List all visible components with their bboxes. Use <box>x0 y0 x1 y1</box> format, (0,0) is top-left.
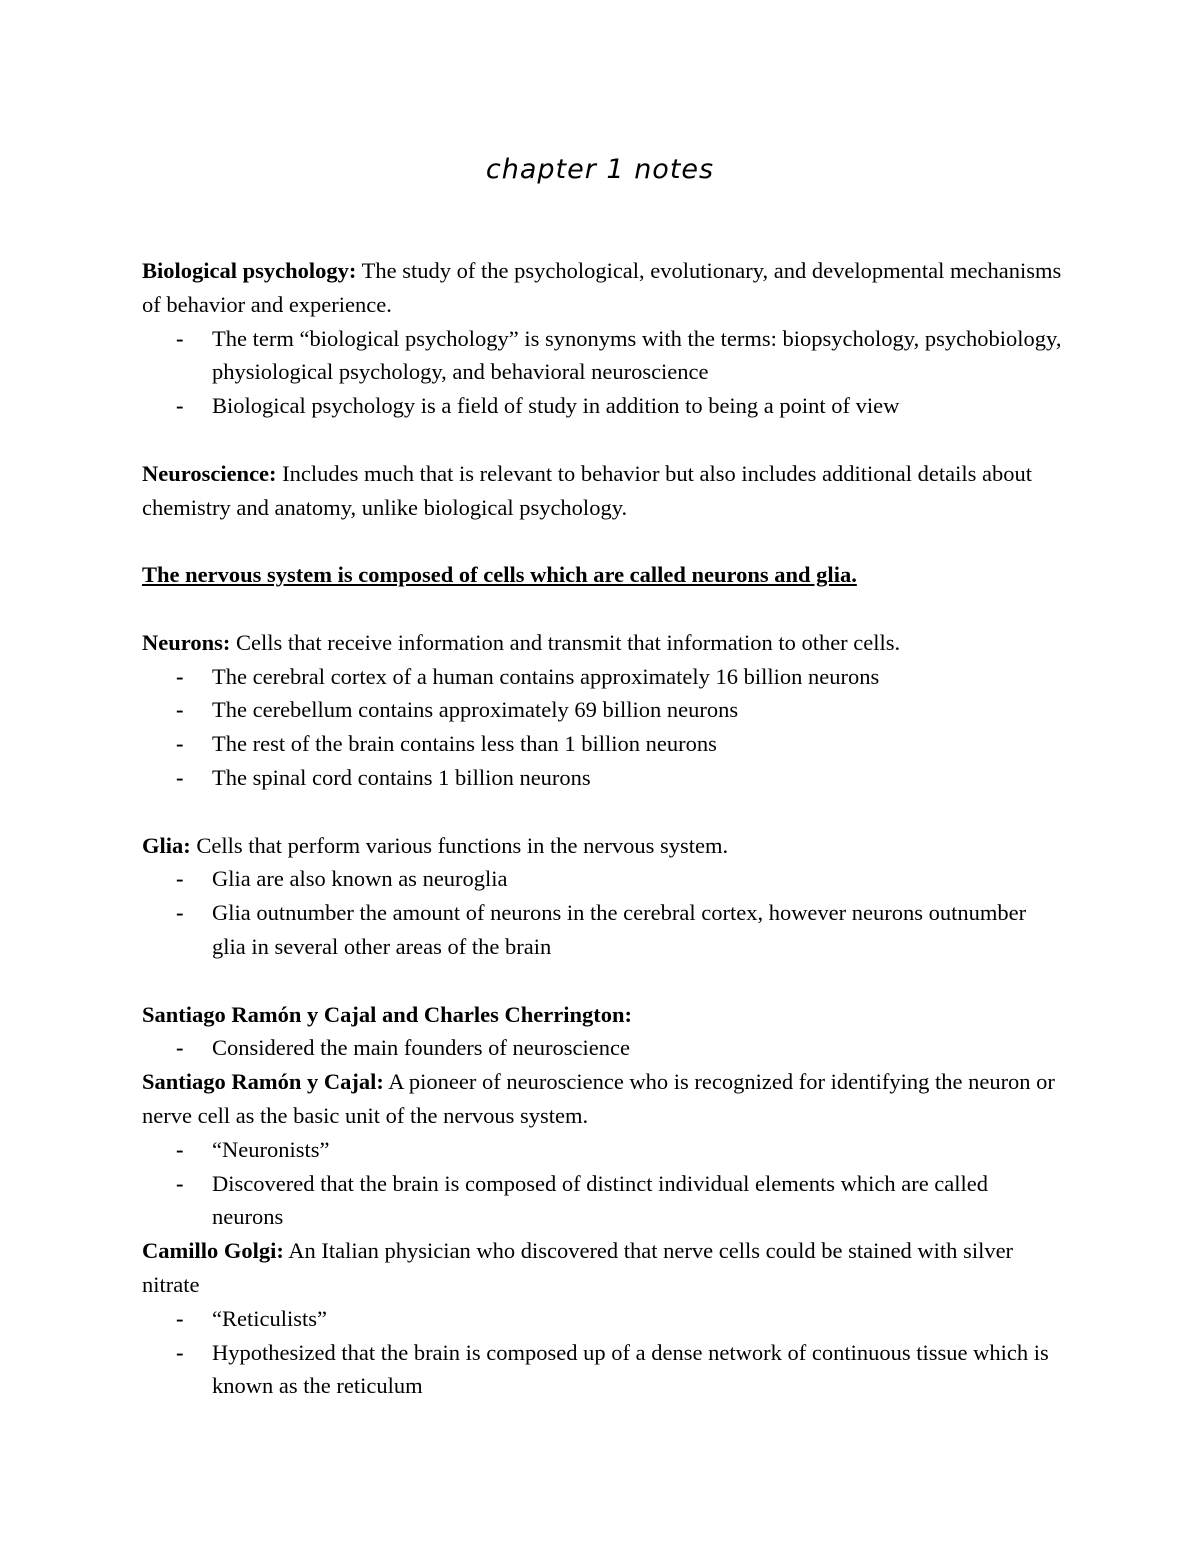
list-item <box>142 761 1062 795</box>
list-item <box>142 1167 1062 1235</box>
section-heading-nervous-system: The nervous system is composed of cells which are called neurons and glia. <box>142 562 857 588</box>
bullet-dash: - <box>176 1305 184 1331</box>
bullet-dash: - <box>176 1339 184 1365</box>
term-label: Neuroscience: <box>142 460 277 486</box>
list-item <box>142 389 1062 423</box>
bullet-text: The rest of the brain contains less than 1 billion neurons <box>212 731 717 757</box>
bullet-list-glia <box>142 862 1062 963</box>
bullet-dash: - <box>176 325 184 351</box>
bullet-text: Glia are also known as neuroglia <box>212 866 508 892</box>
list-item <box>142 1302 1062 1336</box>
bullet-text: Considered the main founders of neuroscience <box>212 1035 630 1061</box>
list-item <box>142 1133 1062 1167</box>
bullet-text: Hypothesized that the brain is composed up of a dense network of continuous tissue which is known as the reticulum <box>212 1339 1049 1399</box>
list-item <box>142 727 1062 761</box>
term-label: Glia: <box>142 832 191 858</box>
spacer <box>142 524 1062 558</box>
spacer <box>142 592 1062 626</box>
definition-text: The study of the psychological, evolutionary, and developmental mechanisms of behavior and experience. <box>142 258 1062 317</box>
spacer <box>142 964 1062 998</box>
list-item <box>142 322 1062 390</box>
list-item <box>142 693 1062 727</box>
bullet-text: “Reticulists” <box>212 1305 327 1331</box>
term-label: Biological psychology: <box>142 258 357 283</box>
bullet-dash: - <box>176 393 184 419</box>
bullet-dash: - <box>176 764 184 790</box>
document-title: chapter 1 notes <box>485 154 715 185</box>
bullet-text: The cerebral cortex of a human contains approximately 16 billion neurons <box>212 663 880 689</box>
bullet-text: The spinal cord contains 1 billion neurons <box>212 764 591 790</box>
bullet-dash: - <box>176 1136 184 1162</box>
document-body <box>142 254 1062 1403</box>
definition-biological-psychology <box>142 254 1062 322</box>
definition-text: Cells that receive information and transmit that information to other cells. <box>230 629 901 655</box>
definition-founders <box>142 998 1062 1032</box>
definition-text: An Italian physician who discovered that nerve cells could be stained with silver nitrate <box>142 1238 1014 1297</box>
bullet-text: Discovered that the brain is composed of distinct individual elements which are called neurons <box>212 1170 989 1230</box>
bullet-list-golgi <box>142 1302 1062 1403</box>
definition-text: A pioneer of neuroscience who is recognized for identifying the neuron or nerve cell as the basic unit of the nervous system. <box>142 1069 1055 1128</box>
bullet-dash: - <box>176 1035 184 1061</box>
bullet-text: Glia outnumber the amount of neurons in the cerebral cortex, however neurons outnumber glia in several other areas of the brain <box>212 900 1027 959</box>
term-label: Neurons: <box>142 629 231 655</box>
bullet-list-neurons <box>142 660 1062 795</box>
list-item <box>142 660 1062 694</box>
bullet-dash: - <box>176 866 184 892</box>
term-label: Santiago Ramón y Cajal: <box>142 1069 384 1095</box>
bullet-text: The term “biological psychology” is synonyms with the terms: biopsychology, psychobiology, physiological psychology, and behavioral neuroscience <box>212 325 1062 385</box>
bullet-list-founders <box>142 1031 1062 1065</box>
definition-text: Cells that perform various functions in the nervous system. <box>190 832 729 858</box>
bullet-dash: - <box>176 697 184 723</box>
bullet-list-cajal <box>142 1133 1062 1234</box>
list-item <box>142 1336 1062 1404</box>
bullet-text: “Neuronists” <box>212 1136 330 1162</box>
definition-text: Includes much that is relevant to behavior but also includes additional details about chemistry and anatomy, unlike biological psychology. <box>142 460 1032 520</box>
bullet-list-biological-psychology <box>142 322 1062 423</box>
bullet-dash: - <box>176 1170 184 1196</box>
spacer <box>142 423 1062 457</box>
definition-glia <box>142 829 1062 863</box>
definition-golgi <box>142 1234 1062 1302</box>
term-label: Santiago Ramón y Cajal and Charles Cherrington: <box>142 1001 633 1027</box>
bullet-dash: - <box>176 900 184 926</box>
bullet-dash: - <box>176 663 184 689</box>
bullet-text: Biological psychology is a field of study in addition to being a point of view <box>212 393 900 419</box>
definition-cajal <box>142 1065 1062 1133</box>
list-item <box>142 1031 1062 1065</box>
list-item <box>142 862 1062 896</box>
bullet-dash: - <box>176 731 184 757</box>
definition-neuroscience <box>142 457 1062 525</box>
spacer <box>142 795 1062 829</box>
list-item <box>142 896 1062 964</box>
definition-neurons <box>142 626 1062 660</box>
term-label: Camillo Golgi: <box>142 1238 284 1264</box>
bullet-text: The cerebellum contains approximately 69 billion neurons <box>212 697 739 723</box>
